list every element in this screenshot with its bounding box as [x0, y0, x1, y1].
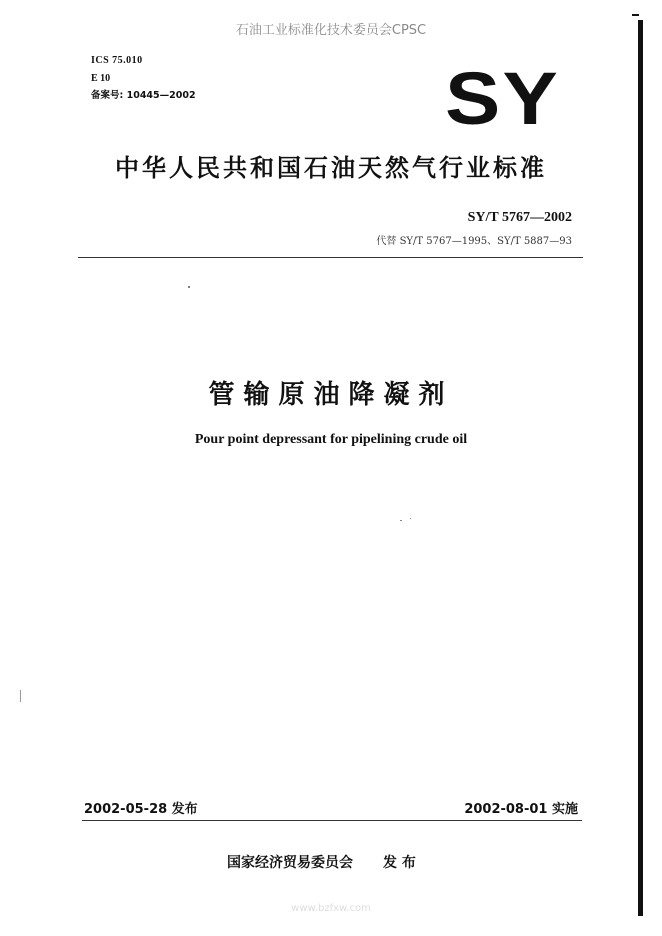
issue-date: 2002-05-28 发布	[84, 802, 198, 817]
top-divider	[78, 257, 583, 258]
scan-mark	[20, 690, 21, 702]
scan-edge-tip	[632, 14, 639, 16]
record-number: 备案号: 10445—2002	[91, 90, 196, 101]
scan-edge-border	[638, 20, 643, 916]
bottom-divider	[82, 820, 582, 821]
footer-watermark: www.bzfxw.com	[291, 903, 371, 914]
scan-speck	[188, 286, 190, 288]
classification-code: E 10	[91, 73, 111, 84]
industry-standard-title: 中华人民共和国石油天然气行业标准	[115, 154, 547, 182]
replaces-standards: 代替 SY/T 5767—1995、SY/T 5887—93	[376, 236, 572, 247]
issuer-name: 国家经济贸易委员会	[227, 855, 353, 871]
issuer-line	[227, 852, 416, 872]
header-watermark: 石油工业标准化技术委员会CPSC	[235, 23, 427, 38]
implementation-date: 2002-08-01 实施	[464, 802, 578, 817]
document-title-english: Pour point depressant for pipelining crude oil	[194, 432, 468, 447]
sy-logo: SY	[445, 57, 561, 140]
scan-speck	[410, 518, 411, 519]
issuer-action: 发 布	[383, 855, 416, 871]
scan-speck	[400, 520, 402, 521]
document-title-chinese: 管输原油降凝剂	[208, 380, 454, 410]
standard-number: SY/T 5767—2002	[467, 210, 572, 225]
ics-code: ICS 75.010	[91, 55, 143, 66]
